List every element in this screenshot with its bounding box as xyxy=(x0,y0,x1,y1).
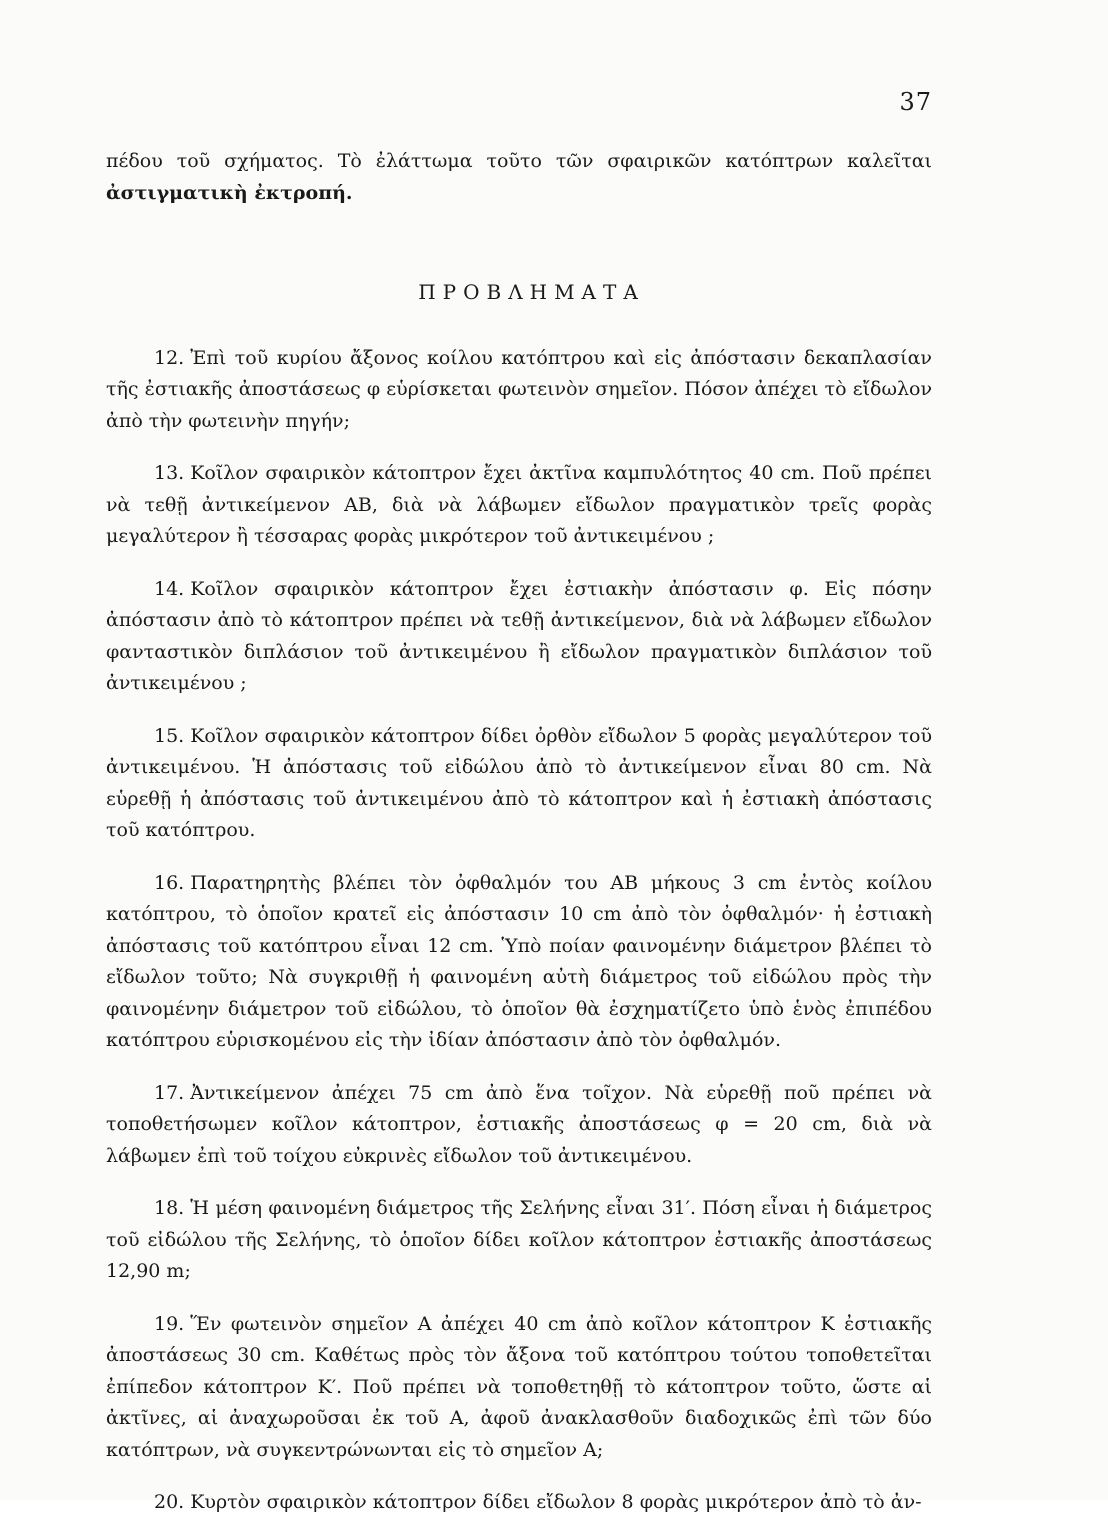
problem-number: 16. xyxy=(154,871,185,894)
problem-number: 18. xyxy=(154,1197,185,1219)
problem-number: 20. xyxy=(154,1491,185,1513)
problem-number: 13. xyxy=(154,462,185,484)
intro-paragraph xyxy=(106,146,932,209)
page-number: 37 xyxy=(899,88,932,116)
problem-17 xyxy=(106,1078,932,1173)
intro-bold-term: ἀστιγματικὴ ἐκτροπή. xyxy=(106,181,353,204)
text-column xyxy=(106,146,932,1540)
problem-number: 17. xyxy=(154,1081,185,1104)
problem-text: Ἀντικείμενον ἀπέχει 75 cm ἀπὸ ἕνα τοῖχον. Νὰ εὑρεθῇ ποῦ πρέπει νὰ τοποθετήσωμεν κοῖλον κάτοπτρον, ἐστιακῆς ἀποστάσεως φ = 20 cm, διὰ νὰ λάβωμεν ἐπὶ τοῦ τοίχου εὐκρινὲς εἴδωλον τοῦ ἀντικειμένου. xyxy=(106,1081,932,1167)
problem-text: Κοῖλον σφαιρικὸν κάτοπτρον ἔχει ἐστιακὴν ἀπόστασιν φ. Εἰς πόσην ἀπόστασιν ἀπὸ τὸ κάτοπτρον πρέπει νὰ τεθῇ ἀντικείμενον, διὰ νὰ λάβωμεν εἴδωλον φανταστικὸν διπλάσιον τοῦ ἀντικειμένου ἢ εἴδωλον πραγματικὸν διπλάσιον τοῦ ἀντικειμένου ; xyxy=(106,577,932,694)
intro-text: πέδου τοῦ σχήματος. Τὸ ἐλάττωμα τοῦτο τῶν σφαιρικῶν κατόπτρων καλεῖται xyxy=(106,150,932,172)
problem-16 xyxy=(106,868,932,1057)
problem-13 xyxy=(106,458,932,553)
problem-20 xyxy=(106,1487,932,1519)
problem-number: 19. xyxy=(154,1312,185,1335)
problem-text: Ἐπὶ τοῦ κυρίου ἄξονος κοίλου κατόπτρου καὶ εἰς ἀπόστασιν δεκαπλασίαν τῆς ἐστιακῆς ἀποστάσεως φ εὑρίσκεται φωτεινὸν σημεῖον. Πόσον ἀπέχει τὸ εἴδωλον ἀπὸ τὴν φωτεινὴν πηγήν; xyxy=(106,346,932,432)
problem-text: Κυρτὸν σφαιρικὸν κάτοπτρον δίδει εἴδωλον 8 φορὰς μικρότερον ἀπὸ τὸ ἀν- xyxy=(190,1491,922,1513)
problem-text: Ἡ μέση φαινομένη διάμετρος τῆς Σελήνης εἶναι 31′. Πόση εἶναι ἡ διάμετρος τοῦ εἰδώλου τῆς Σελήνης, τὸ ὁποῖον δίδει κοῖλον κάτοπτρον ἐστιακῆς ἀποστάσεως 12,90 m; xyxy=(106,1197,932,1282)
problem-19 xyxy=(106,1309,932,1467)
problem-text: Ἕν φωτεινὸν σημεῖον Α ἀπέχει 40 cm ἀπὸ κοῖλον κάτοπτρον Κ ἐστιακῆς ἀποστάσεως 30 cm. Καθέτως πρὸς τὸν ἄξονα τοῦ κατόπτρου τούτου τοποθετεῖται ἐπίπεδον κάτοπτρον Κ′. Ποῦ πρέπει νὰ τοποθετηθῇ τὸ κάτοπτρον τοῦτο, ὥστε αἱ ἀκτῖνες, αἱ ἀναχωροῦσαι ἐκ τοῦ Α, ἀφοῦ ἀνακλασθοῦν διαδοχικῶς ἐπὶ τῶν δύο κατόπτρων, νὰ συγκεντρώνωνται εἰς τὸ σημεῖον Α; xyxy=(106,1312,932,1461)
problem-number: 15. xyxy=(154,724,185,747)
problem-text: Κοῖλον σφαιρικὸν κάτοπτρον δίδει ὀρθὸν εἴδωλον 5 φορὰς μεγαλύτερον τοῦ ἀντικειμένου. Ἡ ἀπόστασις τοῦ εἰδώλου ἀπὸ τὸ ἀντικείμενον εἶναι 80 cm. Νὰ εὑρεθῇ ἡ ἀπόστασις τοῦ ἀντικειμένου ἀπὸ τὸ κάτοπτρον καὶ ἡ ἐστιακὴ ἀπόστασις τοῦ κατόπτρου. xyxy=(106,724,932,841)
problem-text: Κοῖλον σφαιρικὸν κάτοπτρον ἔχει ἀκτῖνα καμπυλότητος 40 cm. Ποῦ πρέπει νὰ τεθῇ ἀντικείμενον ΑΒ, διὰ νὰ λάβωμεν εἴδωλον πραγματικὸν τρεῖς φορὰς μεγαλύτερον ἢ τέσσαρας φορὰς μικρότερον τοῦ ἀντικειμένου ; xyxy=(106,462,932,547)
problem-number: 12. xyxy=(154,346,185,369)
problem-12 xyxy=(106,343,932,438)
section-heading: ΠΡΟΒΛΗΜΑΤΑ xyxy=(418,280,645,304)
problem-number: 14. xyxy=(154,577,185,600)
problem-18 xyxy=(106,1193,932,1288)
problem-14 xyxy=(106,574,932,700)
problem-text: Παρατηρητὴς βλέπει τὸν ὀφθαλμόν του ΑΒ μήκους 3 cm ἐντὸς κοίλου κατόπτρου, τὸ ὁποῖον κρατεῖ εἰς ἀπόστασιν 10 cm ἀπὸ τὸν ὀφθαλμόν· ἡ ἐστιακὴ ἀπόστασις τοῦ κατόπτρου εἶναι 12 cm. Ὑπὸ ποίαν φαινομένην διάμετρον βλέπει τὸ εἴδωλον τοῦτο; Νὰ συγκριθῇ ἡ φαινομένη αὐτὴ διάμετρος τοῦ εἰδώλου πρὸς τὴν φαινομένην διάμετρον τοῦ εἰδώλου, τὸ ὁποῖον θὰ ἐσχηματίζετο ὑπὸ ἑνὸς ἐπιπέδου κατόπτρου εὑρισκομένου εἰς τὴν ἰδίαν ἀπόστασιν ἀπὸ τὸν ὀφθαλμόν. xyxy=(106,871,932,1051)
problem-15 xyxy=(106,721,932,847)
